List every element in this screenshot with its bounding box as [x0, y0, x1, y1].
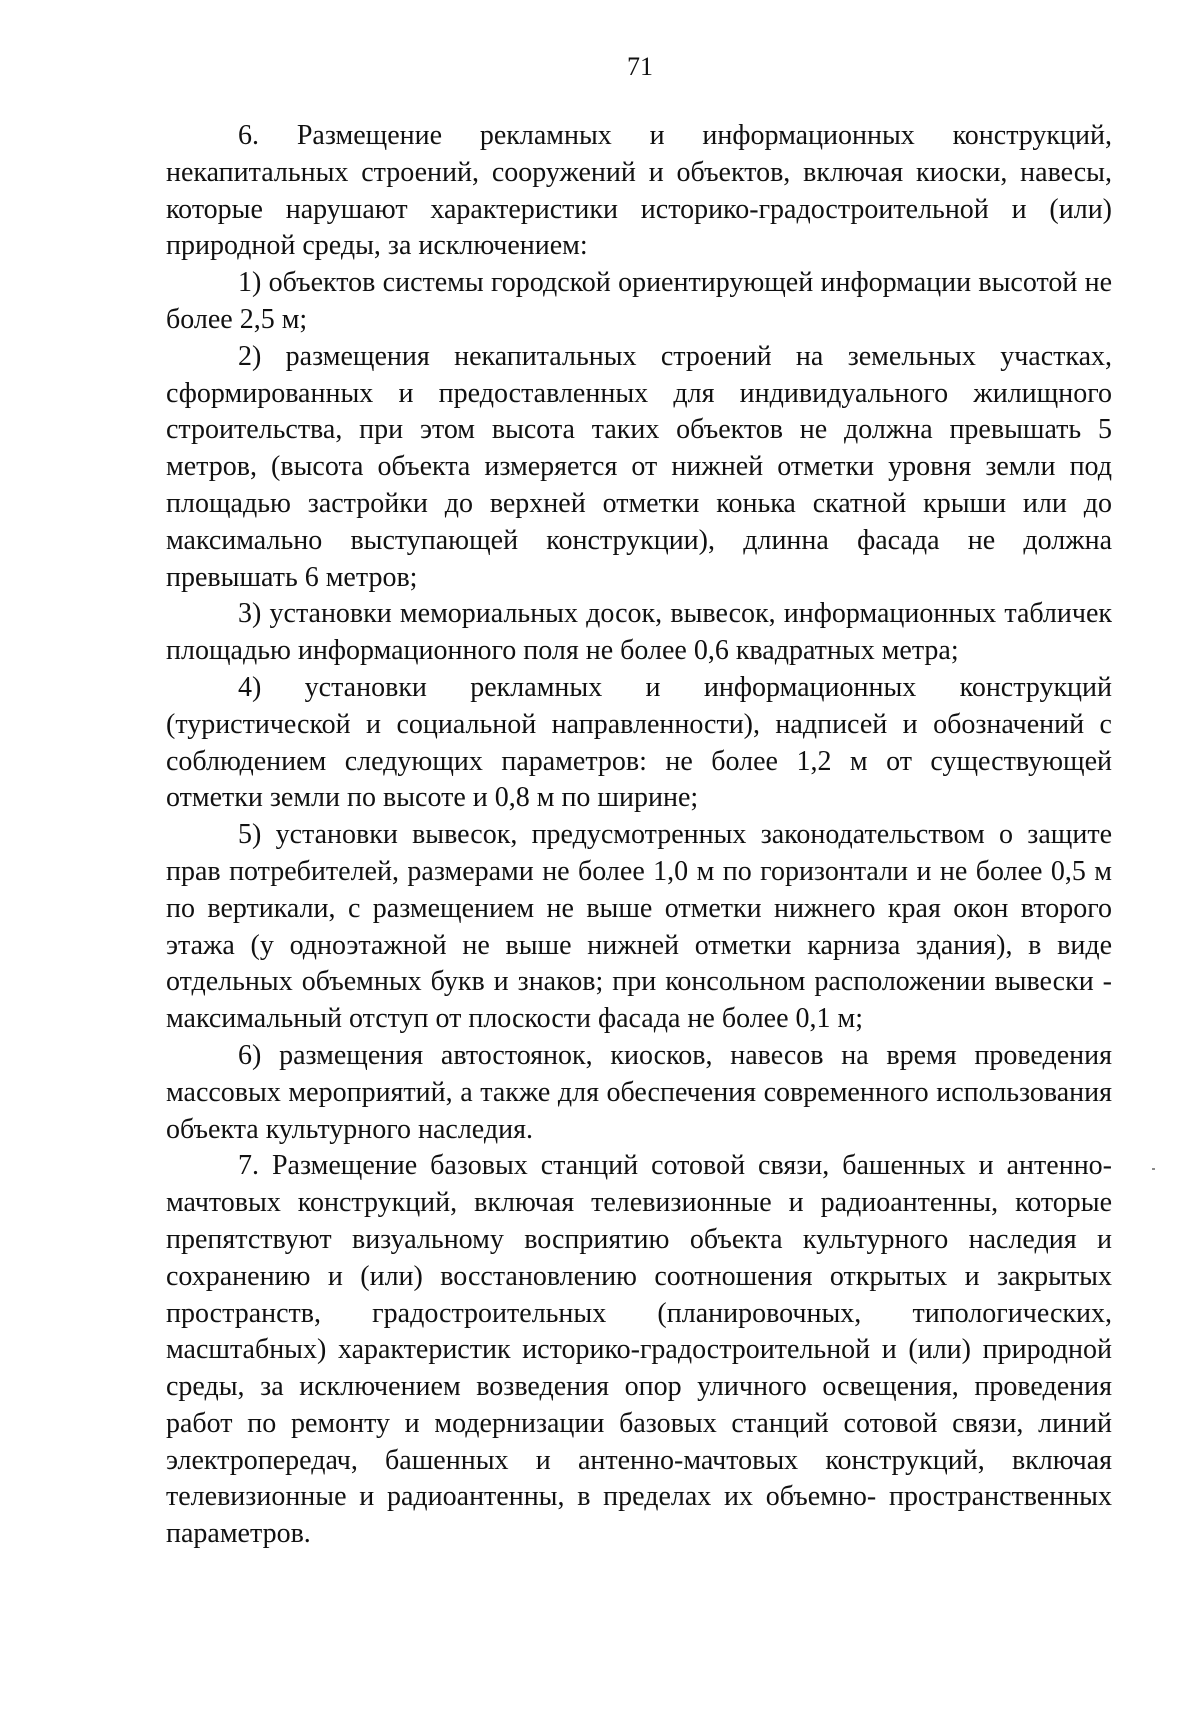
subitem-4: 4) установки рекламных и информационных конструкций (туристической и социальной направленности), надписей и обозначений с соблюдением следующих параметров: не более 1,2 м от существующей отметки земли по высоте и 0,8 м по ширине;	[166, 671, 1112, 814]
paragraph-item-7: 7. Размещение базовых станций сотовой связи, башенных и антенно-мачтовых конструкций, включая телевизионные и радиоантенны, которые препятствуют визуальному восприятию объекта культурного наследия и сохранению и (или) восстановлению соотношения открытых и закрытых пространств, градостроительных (планировочных, типологических, масштабных) характеристик историко-градостроительной и (или) природной среды, за исключением возведения опор уличного освещения, проведения работ по ремонту и модернизации базовых станций сотовой связи, линий электропередач, башенных и антенно-мачтовых конструкций, включая телевизионные и радиоантенны, в пределах их объемно- пространственных параметров.	[166, 1150, 1112, 1550]
subitem-6: 6) размещения автостоянок, киосков, навесов на время проведения массовых мероприятий, а также для обеспечения современного использования объекта культурного наследия.	[166, 1039, 1112, 1145]
subitem-3: 3) установки мемориальных досок, вывесок, информационных табличек площадью информационного поля не более 0,6 квадратных метра;	[166, 598, 1112, 667]
subitem-5: 5) установки вывесок, предусмотренных законодательством о защите прав потребителей, размерами не более 1,0 м по горизонтали и не более 0,5 м по вертикали, с размещением не выше отметки нижнего края окон второго этажа (у одноэтажной не выше нижней отметки карниза здания), в виде отдельных объемных букв и знаков; при консольном расположении вывески - максимальный отступ от плоскости фасада не более 0,1 м;	[166, 819, 1112, 1035]
document-body	[166, 118, 1112, 1553]
paragraph-item-6: 6. Размещение рекламных и информационных конструкций, некапитальных строений, сооружений и объектов, включая киоски, навесы, которые нарушают характеристики историко-градостроительной и (или) природной среды, за исключением:	[166, 120, 1112, 262]
subitem-1: 1) объектов системы городской ориентирующей информации высотой не более 2,5 м;	[166, 267, 1112, 335]
scan-artifact-dot	[1152, 1168, 1155, 1170]
page-number: 71	[627, 52, 653, 81]
subitem-2: 2) размещения некапитальных строений на земельных участках, сформированных и предоставленных для индивидуального жилищного строительства, при этом высота таких объектов не должна превышать 5 метров, (высота объекта измеряется от нижней отметки уровня земли под площадью застройки до верхней отметки конька скатной крыши или до максимально выступающей конструкции), длинна фасада не должна превышать 6 метров;	[166, 340, 1112, 593]
